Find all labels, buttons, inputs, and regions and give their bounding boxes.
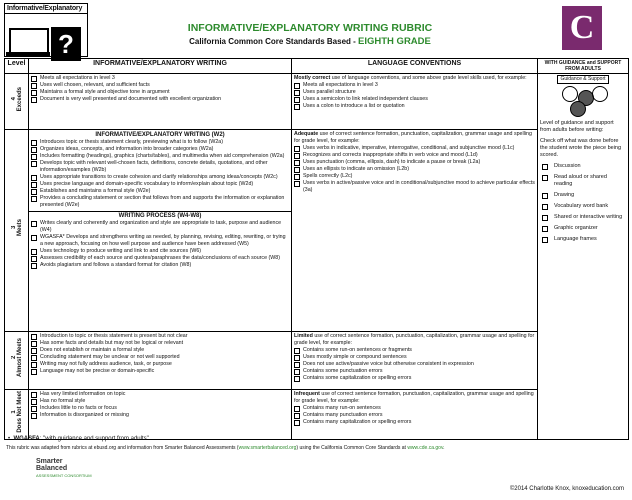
row-meets bbox=[5, 130, 629, 332]
question-mark-icon: ? bbox=[51, 27, 81, 61]
notmeet-conv-intro-text: use of correct sentence formation, punctuation, capitalization, grammar usage and spelling for grade level, for example: bbox=[294, 391, 534, 404]
meets-conventions bbox=[292, 130, 538, 332]
level-2-label: 2 Almost Meets bbox=[10, 338, 23, 378]
notmeet-conv-intro bbox=[294, 391, 535, 405]
support-checkbox-item[interactable]: Graphic organizer bbox=[540, 225, 626, 232]
exceeds-conv-intro-text: use of language conventions, and some above grade level skills used, for example: bbox=[330, 75, 527, 81]
criterion-item[interactable]: Writes clearly and coherently and organization and style are appropriate to task, purpose and audience (W4) bbox=[31, 220, 289, 234]
level-2-cell bbox=[5, 332, 29, 390]
criterion-item[interactable]: Document is very well presented and documented with excellent organization bbox=[31, 96, 289, 103]
genre-badge bbox=[4, 3, 88, 57]
footnote: • WGASFA: "with guidance and support from adults" bbox=[8, 436, 149, 442]
criterion-item[interactable]: Uses verbs in indicative, imperative, interrogative, conditional, and subjunctive mood (L1c) bbox=[294, 145, 535, 152]
notmeet-writing bbox=[29, 390, 292, 440]
level-4-label: 4 Exceeds bbox=[10, 86, 23, 112]
source-pre: This rubric was adapted from rubrics at ebusd.org and information from Smarter Balanced Assessments ( bbox=[6, 445, 239, 451]
criterion-item[interactable]: Recognizes and corrects inappropriate shifts in verb voice and mood (L1d) bbox=[294, 152, 535, 159]
meets-subhead-1: INFORMATIVE/EXPLANATORY WRITING (W2) bbox=[95, 132, 225, 138]
row-almost bbox=[5, 332, 629, 390]
source-post: . bbox=[443, 445, 445, 451]
col-level: Level bbox=[5, 59, 29, 74]
rubric-title: INFORMATIVE/EXPLANATORY WRITING RUBRIC bbox=[187, 22, 433, 34]
level-1-cell bbox=[5, 390, 29, 440]
criterion-item[interactable]: Includes formatting (headings), graphics (charts/tables), and multimedia when aid comprehension (W2a) bbox=[31, 153, 289, 160]
exceeds-conv-lead: Mostly correct bbox=[294, 75, 331, 81]
criterion-item[interactable]: Establishes and maintains a formal style (W2e) bbox=[31, 188, 289, 195]
support-checkbox-item[interactable]: Language frames bbox=[540, 236, 626, 243]
support-checkbox-item[interactable]: Vocabulary word bank bbox=[540, 203, 626, 210]
grade-label: EIGHTH GRADE bbox=[358, 36, 431, 47]
almost-conventions bbox=[292, 332, 538, 390]
source-link-smarterbalanced[interactable]: www.smarterbalanced.org bbox=[238, 445, 297, 451]
criterion-item[interactable]: Contains many punctuation errors bbox=[294, 412, 535, 419]
laptop-base-icon bbox=[6, 52, 50, 56]
exceeds-writing bbox=[29, 74, 292, 130]
brand-logo-icon: C bbox=[562, 6, 602, 50]
header bbox=[0, 0, 632, 58]
meets-conv-intro-text: use of correct sentence formation, punctuation, capitalization, grammar usage and spelling for grade level, for example: bbox=[294, 131, 532, 144]
criterion-item[interactable]: Contains some run-on sentences or fragments bbox=[294, 347, 535, 354]
row-exceeds bbox=[5, 74, 629, 130]
criterion-item[interactable]: Spells correctly (L2c) bbox=[294, 173, 535, 180]
support-checkbox-item[interactable]: Drawing bbox=[540, 192, 626, 199]
almost-conv-lead: Limited bbox=[294, 333, 313, 339]
support-text-2: Check off what was done before the student wrote the piece being scored. bbox=[540, 138, 622, 158]
notmeet-conv-lead: Infrequent bbox=[294, 391, 320, 397]
criterion-item[interactable]: Uses parallel structure bbox=[294, 89, 535, 96]
criterion-item[interactable]: Has no formal style bbox=[31, 398, 289, 405]
criterion-item[interactable]: Includes little to no facts or focus bbox=[31, 405, 289, 412]
meets-conv-intro bbox=[294, 131, 535, 145]
criterion-item[interactable]: Contains many run-on sentences bbox=[294, 405, 535, 412]
criterion-item[interactable]: Provides a concluding statement or section that follows from and supports the information or explanation presented (W2e) bbox=[31, 195, 289, 209]
criterion-item[interactable]: Uses a colon to introduce a list or quotation bbox=[294, 103, 535, 110]
laptop-icon bbox=[9, 28, 49, 54]
support-badge: Guidance & Support bbox=[557, 75, 609, 84]
criterion-item[interactable]: Contains some punctuation errors bbox=[294, 368, 535, 375]
source-link-cde[interactable]: www.cde.ca.gov bbox=[407, 445, 444, 451]
criterion-item[interactable]: Has very limited information on topic bbox=[31, 391, 289, 398]
criterion-item[interactable]: Uses technology to produce writing and link to and cite sources (W6) bbox=[31, 248, 289, 255]
criterion-item[interactable]: Develops topic with relevant well-chosen facts, definitions, concrete details, quotations, and other information/examples (W2b) bbox=[31, 160, 289, 174]
smarter-balanced-logo bbox=[36, 458, 92, 479]
level-4-cell bbox=[5, 74, 29, 130]
criterion-item[interactable]: Contains many capitalization or spelling errors bbox=[294, 419, 535, 426]
rubric-subtitle bbox=[160, 36, 460, 47]
criterion-item[interactable]: Has some facts and details but may not be logical or relevant bbox=[31, 340, 289, 347]
criterion-item[interactable]: Writing may not fully address audience, task, or purpose bbox=[31, 361, 289, 368]
criterion-item[interactable]: Contains some capitalization or spelling errors bbox=[294, 375, 535, 382]
col-support: WITH GUIDANCE and SUPPORT FROM ADULTS bbox=[538, 59, 629, 74]
criterion-item[interactable]: Uses a semicolon to link related independent clauses bbox=[294, 96, 535, 103]
criterion-item[interactable]: Organizes ideas, concepts, and information into broader categories (W2a) bbox=[31, 146, 289, 153]
face-icon bbox=[570, 101, 586, 117]
criterion-item[interactable]: Concluding statement may be unclear or not well supported bbox=[31, 354, 289, 361]
criterion-item[interactable]: Avoids plagiarism and follows a standard format for citation (W8) bbox=[31, 262, 289, 269]
exceeds-conv-intro bbox=[294, 75, 535, 82]
almost-conv-intro-text: use of correct sentence formation, punctuation, capitalization, grammar usage and spelling for grade level, for example: bbox=[294, 333, 535, 346]
genre-badge-title: Informative/Explanatory bbox=[5, 4, 87, 14]
criterion-item[interactable]: Assesses credibility of each source and quotes/paraphrases the data/conclusions of each source (W8) bbox=[31, 255, 289, 262]
exceeds-conventions bbox=[292, 74, 538, 130]
criterion-item[interactable]: Does not use active/passive voice but otherwise consistent in expression bbox=[294, 361, 535, 368]
sb-logo-line1: Smarter bbox=[36, 458, 63, 465]
subtitle-text: California Common Core Standards Based - bbox=[189, 37, 359, 46]
criterion-item[interactable]: Uses appropriate transitions to create cohesion and clarify relationships among ideas/concepts (W2c) bbox=[31, 174, 289, 181]
sb-logo-line3: ASSESSMENT CONSORTIUM bbox=[36, 473, 92, 478]
face-icon bbox=[592, 86, 608, 102]
criterion-item[interactable]: Information is disorganized or missing bbox=[31, 412, 289, 419]
support-text-1: Level of guidance and support from adults before writing: bbox=[540, 120, 614, 133]
level-3-cell bbox=[5, 130, 29, 332]
level-1-label: 1 Does Not Meet bbox=[10, 391, 23, 433]
support-checkbox-item[interactable]: Discussion bbox=[540, 163, 626, 170]
rubric-table bbox=[4, 58, 629, 440]
criterion-item[interactable]: Uses an ellipsis to indicate an omission (L2b) bbox=[294, 166, 535, 173]
criterion-item[interactable]: Meets all expectations in level 3 bbox=[31, 75, 289, 82]
criterion-item[interactable]: Uses precise language and domain-specific vocabulary to inform/explain about topic (W2d) bbox=[31, 181, 289, 188]
meets-subhead-2: WRITING PROCESS (W4-W8) bbox=[118, 213, 202, 219]
criterion-item[interactable]: Language may not be precise or domain-specific bbox=[31, 368, 289, 375]
criterion-item[interactable]: Maintains a formal style and objective tone in argument bbox=[31, 89, 289, 96]
support-checkbox-item[interactable]: Read aloud or shared reading bbox=[540, 174, 626, 188]
footnote-text: : "with guidance and support from adults" bbox=[39, 436, 149, 442]
col-conventions: LANGUAGE CONVENTIONS bbox=[292, 59, 538, 74]
header-row bbox=[5, 59, 629, 74]
source-note bbox=[6, 445, 444, 451]
support-column bbox=[538, 74, 629, 440]
faces-icon bbox=[558, 86, 608, 116]
divider bbox=[29, 211, 291, 212]
copyright: ©2014 Charlotte Knox, knoxeducation.com bbox=[509, 486, 624, 492]
criterion-item[interactable]: Uses verbs in active/passive voice and in conditional/subjunctive mood to achieve particular effects (3a) bbox=[294, 180, 535, 194]
notmeet-conventions bbox=[292, 390, 538, 440]
face-icon bbox=[562, 86, 578, 102]
footnote-label: WGASFA bbox=[13, 436, 40, 442]
support-checkbox-item[interactable]: Shared or interactive writing bbox=[540, 214, 626, 221]
sb-logo-line2: Balanced bbox=[36, 465, 68, 472]
criterion-item[interactable]: Uses punctuation (comma, ellipsis, dash) to indicate a pause or break (L2a) bbox=[294, 159, 535, 166]
criterion-item[interactable]: WGASFA* Develops and strengthens writing as needed, by planning, revising, editing, rewriting, or trying a new approach, focusing on how well purpose and audience have been addressed (W5) bbox=[31, 234, 289, 248]
col-writing: INFORMATIVE/EXPLANATORY WRITING bbox=[29, 59, 292, 74]
almost-writing bbox=[29, 332, 292, 390]
criterion-item[interactable]: Uses mostly simple or compound sentences bbox=[294, 354, 535, 361]
level-3-label: 3 Meets bbox=[10, 219, 23, 237]
criterion-item[interactable]: Meets all expectations in level 3 bbox=[294, 82, 535, 89]
criterion-item[interactable]: Introduces topic or thesis statement clearly, previewing what is to follow (W2a) bbox=[31, 139, 289, 146]
criterion-item[interactable]: Does not establish or maintain a formal style bbox=[31, 347, 289, 354]
source-mid: ) using the California Common Core Standards at bbox=[296, 445, 408, 451]
meets-writing bbox=[29, 130, 292, 332]
criterion-item[interactable]: Uses well chosen, relevant, and sufficient facts bbox=[31, 82, 289, 89]
meets-conv-lead: Adequate bbox=[294, 131, 319, 137]
almost-conv-intro bbox=[294, 333, 535, 347]
row-notmeet bbox=[5, 390, 629, 440]
criterion-item[interactable]: Introduction to topic or thesis statement is present but not clear bbox=[31, 333, 289, 340]
